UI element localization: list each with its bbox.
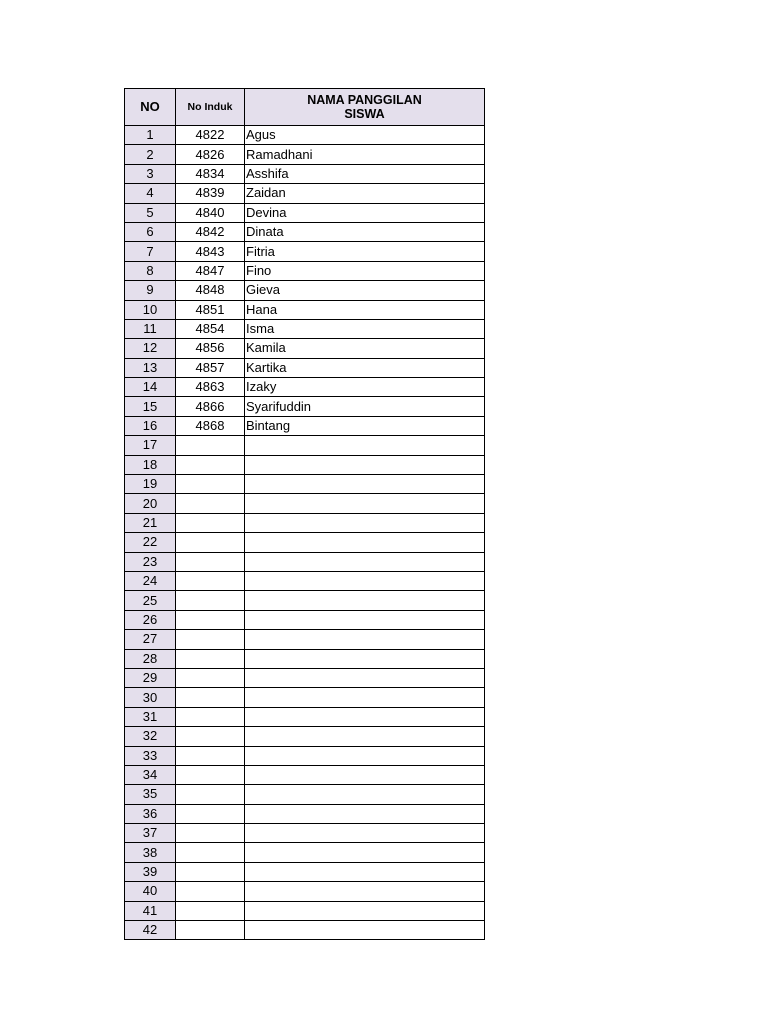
cell-nama: Hana	[245, 300, 485, 319]
cell-no-induk	[176, 455, 245, 474]
cell-nama: Dinata	[245, 222, 485, 241]
cell-no: 34	[125, 765, 176, 784]
cell-no-induk	[176, 765, 245, 784]
table-row	[125, 552, 485, 571]
table-row	[125, 281, 485, 300]
table-row	[125, 746, 485, 765]
cell-no-induk: 4839	[176, 184, 245, 203]
cell-no: 5	[125, 203, 176, 222]
cell-no: 11	[125, 319, 176, 338]
cell-nama: Izaky	[245, 378, 485, 397]
cell-nama: Ramadhani	[245, 145, 485, 164]
cell-no: 23	[125, 552, 176, 571]
table-row	[125, 416, 485, 435]
cell-no: 36	[125, 804, 176, 823]
table-row	[125, 339, 485, 358]
cell-nama	[245, 571, 485, 590]
cell-nama: Kartika	[245, 358, 485, 377]
cell-no-induk	[176, 649, 245, 668]
table-row	[125, 843, 485, 862]
cell-nama	[245, 533, 485, 552]
header-row	[125, 89, 485, 126]
table-row	[125, 242, 485, 261]
table-row	[125, 668, 485, 687]
cell-no: 6	[125, 222, 176, 241]
cell-nama	[245, 843, 485, 862]
table-row	[125, 785, 485, 804]
cell-no: 7	[125, 242, 176, 261]
cell-no-induk: 4840	[176, 203, 245, 222]
cell-nama	[245, 475, 485, 494]
cell-no: 21	[125, 513, 176, 532]
table-row	[125, 397, 485, 416]
table-row	[125, 610, 485, 629]
cell-no: 39	[125, 862, 176, 881]
cell-no: 32	[125, 727, 176, 746]
cell-nama: Kamila	[245, 339, 485, 358]
cell-nama	[245, 513, 485, 532]
cell-no-induk: 4857	[176, 358, 245, 377]
header-nama-line1: NAMA PANGGILAN	[307, 93, 422, 107]
cell-no-induk	[176, 591, 245, 610]
cell-no-induk	[176, 668, 245, 687]
cell-nama	[245, 649, 485, 668]
cell-no-induk	[176, 513, 245, 532]
header-no-induk: No Induk	[176, 89, 245, 126]
cell-no-induk	[176, 921, 245, 940]
cell-no: 13	[125, 358, 176, 377]
cell-no-induk: 4868	[176, 416, 245, 435]
table-row	[125, 319, 485, 338]
table-row	[125, 765, 485, 784]
cell-no: 9	[125, 281, 176, 300]
cell-no: 18	[125, 455, 176, 474]
cell-nama	[245, 862, 485, 881]
cell-nama: Fino	[245, 261, 485, 280]
cell-nama: Asshifa	[245, 164, 485, 183]
cell-no-induk: 4854	[176, 319, 245, 338]
table-row	[125, 571, 485, 590]
cell-nama: Zaidan	[245, 184, 485, 203]
cell-no: 35	[125, 785, 176, 804]
cell-no-induk: 4863	[176, 378, 245, 397]
cell-nama	[245, 630, 485, 649]
cell-nama	[245, 746, 485, 765]
student-table	[124, 88, 485, 940]
table-row	[125, 707, 485, 726]
cell-nama	[245, 610, 485, 629]
cell-nama	[245, 668, 485, 687]
cell-no-induk: 4847	[176, 261, 245, 280]
table-row	[125, 921, 485, 940]
student-list-sheet	[124, 88, 485, 940]
cell-no-induk	[176, 882, 245, 901]
cell-nama	[245, 494, 485, 513]
table-row	[125, 882, 485, 901]
cell-no-induk	[176, 436, 245, 455]
cell-no-induk	[176, 688, 245, 707]
table-row	[125, 358, 485, 377]
cell-no: 15	[125, 397, 176, 416]
cell-nama	[245, 688, 485, 707]
cell-no-induk	[176, 707, 245, 726]
cell-nama: Isma	[245, 319, 485, 338]
cell-no: 16	[125, 416, 176, 435]
cell-no-induk: 4842	[176, 222, 245, 241]
table-row	[125, 455, 485, 474]
cell-nama: Bintang	[245, 416, 485, 435]
cell-no: 41	[125, 901, 176, 920]
cell-no-induk: 4834	[176, 164, 245, 183]
table-row	[125, 378, 485, 397]
cell-no: 8	[125, 261, 176, 280]
table-body	[125, 126, 485, 940]
cell-no: 24	[125, 571, 176, 590]
table-row	[125, 591, 485, 610]
cell-no-induk	[176, 610, 245, 629]
cell-nama	[245, 921, 485, 940]
header-nama-line2: SISWA	[344, 107, 385, 121]
cell-no-induk: 4822	[176, 126, 245, 145]
cell-no: 10	[125, 300, 176, 319]
table-header	[125, 89, 485, 126]
table-row	[125, 300, 485, 319]
cell-nama	[245, 765, 485, 784]
cell-nama	[245, 455, 485, 474]
table-row	[125, 164, 485, 183]
cell-no-induk	[176, 571, 245, 590]
table-row	[125, 222, 485, 241]
table-row	[125, 824, 485, 843]
cell-no: 38	[125, 843, 176, 862]
cell-no: 1	[125, 126, 176, 145]
cell-no: 33	[125, 746, 176, 765]
cell-no-induk	[176, 727, 245, 746]
table-row	[125, 126, 485, 145]
cell-no-induk	[176, 785, 245, 804]
cell-no: 30	[125, 688, 176, 707]
table-row	[125, 261, 485, 280]
table-row	[125, 475, 485, 494]
cell-no-induk: 4826	[176, 145, 245, 164]
cell-no: 22	[125, 533, 176, 552]
cell-nama	[245, 901, 485, 920]
cell-no: 17	[125, 436, 176, 455]
table-row	[125, 901, 485, 920]
table-row	[125, 184, 485, 203]
cell-no: 14	[125, 378, 176, 397]
cell-no: 19	[125, 475, 176, 494]
table-row	[125, 630, 485, 649]
header-nama-panggilan	[245, 89, 485, 126]
cell-no: 40	[125, 882, 176, 901]
cell-no: 20	[125, 494, 176, 513]
cell-nama	[245, 824, 485, 843]
cell-no-induk: 4848	[176, 281, 245, 300]
cell-no-induk	[176, 843, 245, 862]
cell-nama	[245, 591, 485, 610]
table-row	[125, 203, 485, 222]
cell-no: 28	[125, 649, 176, 668]
cell-nama	[245, 882, 485, 901]
cell-nama: Agus	[245, 126, 485, 145]
cell-no: 4	[125, 184, 176, 203]
cell-no: 25	[125, 591, 176, 610]
table-row	[125, 436, 485, 455]
header-no: NO	[125, 89, 176, 126]
cell-nama: Syarifuddin	[245, 397, 485, 416]
cell-no-induk	[176, 630, 245, 649]
cell-nama	[245, 727, 485, 746]
table-row	[125, 862, 485, 881]
cell-no: 12	[125, 339, 176, 358]
table-row	[125, 513, 485, 532]
table-row	[125, 145, 485, 164]
cell-nama	[245, 436, 485, 455]
cell-no-induk: 4843	[176, 242, 245, 261]
cell-no-induk: 4866	[176, 397, 245, 416]
table-row	[125, 727, 485, 746]
cell-no: 42	[125, 921, 176, 940]
table-row	[125, 804, 485, 823]
cell-nama	[245, 707, 485, 726]
cell-no: 3	[125, 164, 176, 183]
cell-no: 31	[125, 707, 176, 726]
table-row	[125, 494, 485, 513]
cell-no-induk	[176, 552, 245, 571]
cell-no-induk	[176, 824, 245, 843]
table-row	[125, 533, 485, 552]
cell-nama: Devina	[245, 203, 485, 222]
cell-no-induk: 4851	[176, 300, 245, 319]
cell-no-induk	[176, 862, 245, 881]
cell-no: 2	[125, 145, 176, 164]
cell-no-induk	[176, 475, 245, 494]
table-row	[125, 688, 485, 707]
cell-nama	[245, 804, 485, 823]
cell-no-induk: 4856	[176, 339, 245, 358]
cell-no: 37	[125, 824, 176, 843]
cell-nama: Gieva	[245, 281, 485, 300]
cell-nama: Fitria	[245, 242, 485, 261]
cell-nama	[245, 785, 485, 804]
cell-no-induk	[176, 746, 245, 765]
cell-nama	[245, 552, 485, 571]
cell-no: 29	[125, 668, 176, 687]
cell-no: 27	[125, 630, 176, 649]
table-row	[125, 649, 485, 668]
cell-no-induk	[176, 804, 245, 823]
cell-no-induk	[176, 901, 245, 920]
cell-no-induk	[176, 533, 245, 552]
cell-no-induk	[176, 494, 245, 513]
cell-no: 26	[125, 610, 176, 629]
